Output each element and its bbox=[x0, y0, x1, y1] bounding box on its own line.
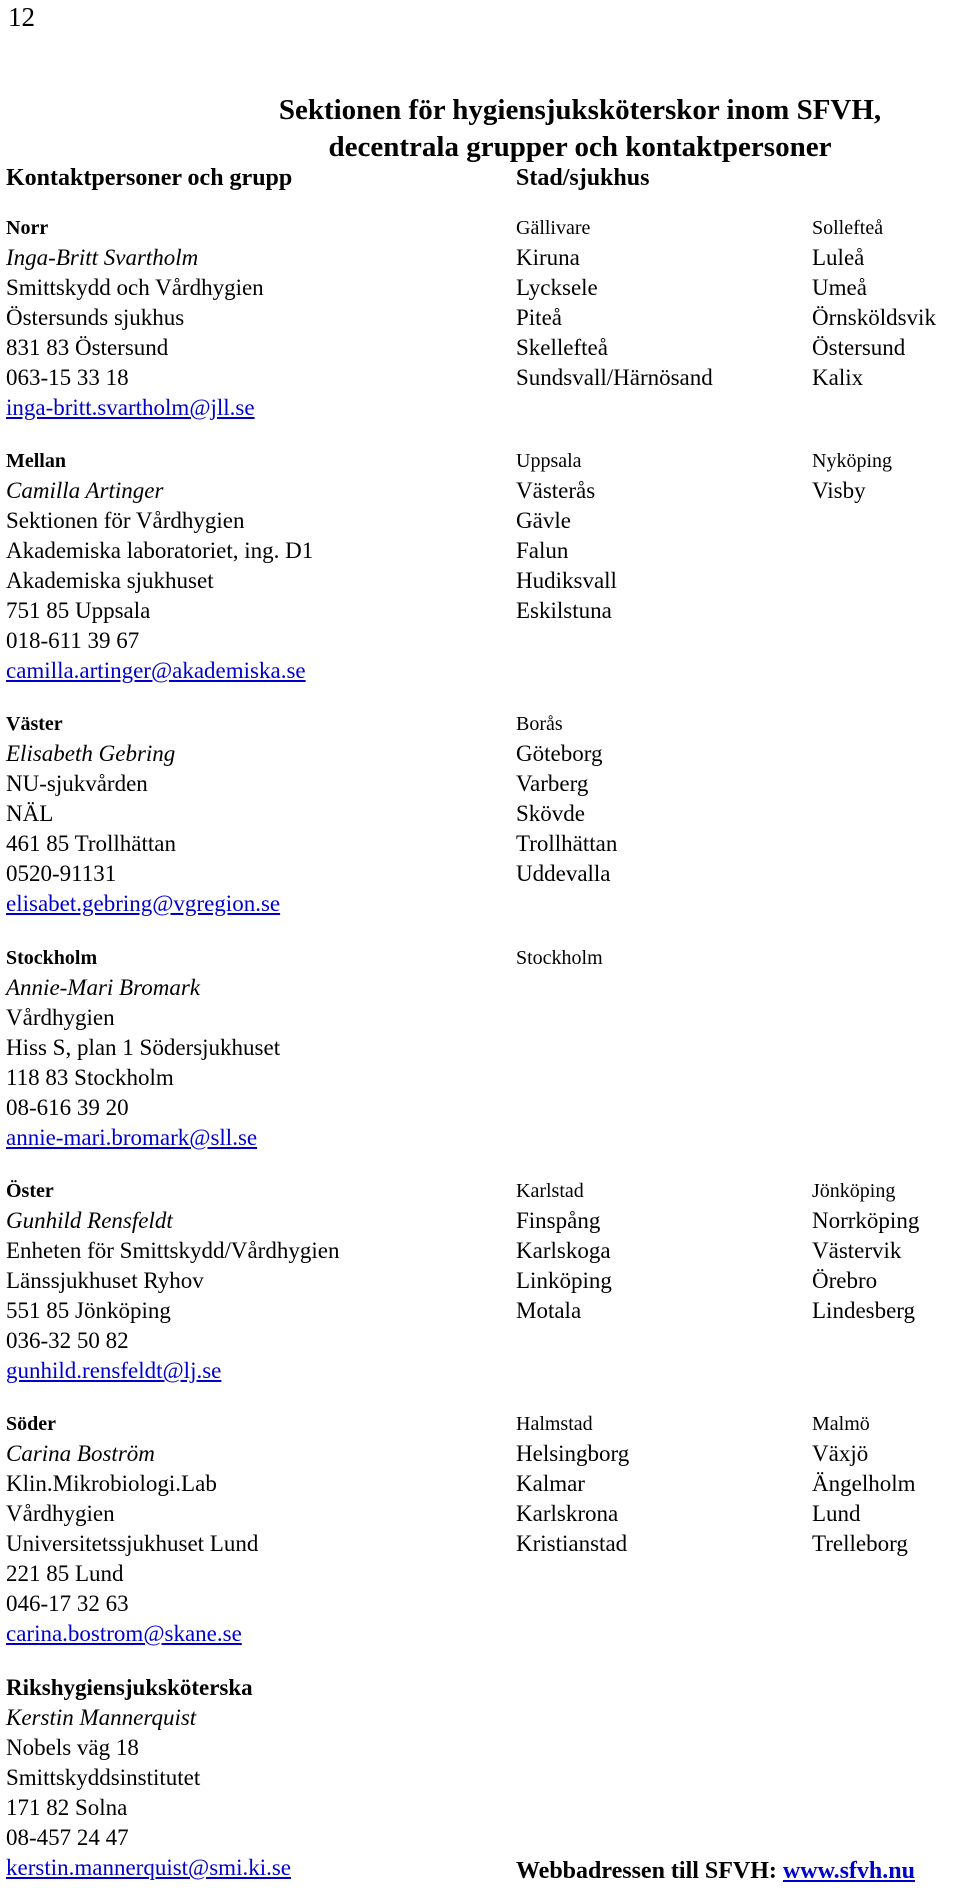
city-item: Örnsköldsvik bbox=[812, 305, 936, 330]
address-line: Sektionen för Vårdhygien bbox=[6, 508, 245, 533]
city-item: Trollhättan bbox=[516, 831, 618, 856]
phone-number: 063-15 33 18 bbox=[6, 365, 129, 390]
contact-name: Carina Boström bbox=[6, 1441, 155, 1466]
city-item: Västervik bbox=[812, 1238, 902, 1263]
city-item: Malmö bbox=[812, 1413, 870, 1435]
address-line: Vårdhygien bbox=[6, 1501, 115, 1526]
group-name: Stockholm bbox=[6, 947, 98, 969]
city-item: Falun bbox=[516, 538, 569, 563]
city-item: Skövde bbox=[516, 801, 585, 826]
city-item: Växjö bbox=[812, 1441, 869, 1466]
email-link[interactable]: kerstin.mannerquist@smi.ki.se bbox=[6, 1855, 292, 1880]
email-link[interactable]: inga-britt.svartholm@jll.se bbox=[6, 395, 255, 420]
group-name: Rikshygiensjuksköterska bbox=[6, 1675, 253, 1700]
address-line: Länssjukhuset Ryhov bbox=[6, 1268, 204, 1293]
email-link[interactable]: elisabet.gebring@vgregion.se bbox=[6, 891, 281, 916]
email-link[interactable]: camilla.artinger@akademiska.se bbox=[6, 658, 306, 683]
city-item: Lund bbox=[812, 1501, 861, 1526]
group-name: Norr bbox=[6, 217, 49, 239]
city-item: Skellefteå bbox=[516, 335, 608, 360]
group-name: Söder bbox=[6, 1413, 56, 1435]
city-item: Örebro bbox=[812, 1268, 878, 1293]
address-line: Östersunds sjukhus bbox=[6, 305, 185, 330]
city-item: Borås bbox=[516, 713, 563, 735]
address-line: 171 82 Solna bbox=[6, 1795, 128, 1820]
address-line: NÄL bbox=[6, 801, 54, 826]
phone-number: 08-457 24 47 bbox=[6, 1825, 129, 1850]
city-item: Motala bbox=[516, 1298, 582, 1323]
address-line: Universitetssjukhuset Lund bbox=[6, 1531, 259, 1556]
group-name: Mellan bbox=[6, 450, 66, 472]
email-link[interactable]: annie-mari.bromark@sll.se bbox=[6, 1125, 258, 1150]
city-item: Nyköping bbox=[812, 450, 892, 472]
city-item: Luleå bbox=[812, 245, 865, 270]
address-line: 751 85 Uppsala bbox=[6, 598, 151, 623]
contact-name: Gunhild Rensfeldt bbox=[6, 1208, 173, 1233]
city-item: Visby bbox=[812, 478, 866, 503]
city-item: Kalix bbox=[812, 365, 864, 390]
city-item: Helsingborg bbox=[516, 1441, 630, 1466]
city-item: Piteå bbox=[516, 305, 562, 330]
title-line-2: decentrala grupper och kontaktpersoner bbox=[328, 131, 832, 163]
city-item: Varberg bbox=[516, 771, 589, 796]
city-item: Halmstad bbox=[516, 1413, 593, 1435]
city-item: Kristianstad bbox=[516, 1531, 628, 1556]
column-header-city: Stad/sjukhus bbox=[516, 165, 650, 191]
title-line-1: Sektionen för hygiensjuksköterskor inom SFVH, bbox=[278, 94, 882, 126]
page-title bbox=[200, 92, 960, 166]
city-item: Karlstad bbox=[516, 1180, 584, 1202]
city-item: Sundsvall/Härnösand bbox=[516, 365, 713, 390]
contact-name: Elisabeth Gebring bbox=[6, 741, 176, 766]
city-item: Finspång bbox=[516, 1208, 601, 1233]
phone-number: 036-32 50 82 bbox=[6, 1328, 129, 1353]
page-number: 12 bbox=[8, 2, 35, 32]
contact-name: Camilla Artinger bbox=[6, 478, 164, 503]
group-name: Väster bbox=[6, 713, 63, 735]
address-line: Vårdhygien bbox=[6, 1005, 115, 1030]
city-item: Jönköping bbox=[812, 1180, 896, 1202]
city-item: Kalmar bbox=[516, 1471, 585, 1496]
phone-number: 018-611 39 67 bbox=[6, 628, 140, 653]
city-item: Kiruna bbox=[516, 245, 580, 270]
address-line: 461 85 Trollhättan bbox=[6, 831, 176, 856]
address-line: Akademiska laboratoriet, ing. D1 bbox=[6, 538, 314, 563]
footer bbox=[516, 1858, 915, 1885]
phone-number: 046-17 32 63 bbox=[6, 1591, 129, 1616]
city-item: Stockholm bbox=[516, 947, 603, 969]
address-line: Hiss S, plan 1 Södersjukhuset bbox=[6, 1035, 281, 1060]
phone-number: 08-616 39 20 bbox=[6, 1095, 129, 1120]
group-name: Öster bbox=[6, 1180, 54, 1202]
address-line: Smittskydd och Vårdhygien bbox=[6, 275, 264, 300]
city-item: Ängelholm bbox=[812, 1471, 916, 1496]
address-line: Nobels väg 18 bbox=[6, 1735, 139, 1760]
phone-number: 0520-91131 bbox=[6, 861, 117, 886]
city-item: Karlskoga bbox=[516, 1238, 611, 1263]
address-line: 118 83 Stockholm bbox=[6, 1065, 174, 1090]
contact-name: Kerstin Mannerquist bbox=[6, 1705, 197, 1730]
address-line: NU-sjukvården bbox=[6, 771, 148, 796]
address-line: Akademiska sjukhuset bbox=[6, 568, 214, 593]
city-item: Västerås bbox=[516, 478, 596, 503]
address-line: Klin.Mikrobiologi.Lab bbox=[6, 1471, 217, 1496]
city-item: Göteborg bbox=[516, 741, 603, 766]
city-item: Uddevalla bbox=[516, 861, 611, 886]
footer-label: Webbadressen till SFVH: bbox=[516, 1858, 777, 1884]
address-line: 221 85 Lund bbox=[6, 1561, 124, 1586]
city-item: Uppsala bbox=[516, 450, 582, 472]
address-line: Smittskyddsinstitutet bbox=[6, 1765, 201, 1790]
city-item: Eskilstuna bbox=[516, 598, 612, 623]
city-item: Sollefteå bbox=[812, 217, 884, 239]
city-item: Hudiksvall bbox=[516, 568, 617, 593]
city-item: Gävle bbox=[516, 508, 571, 533]
city-item: Norrköping bbox=[812, 1208, 920, 1233]
city-item: Östersund bbox=[812, 335, 906, 360]
address-line: 831 83 Östersund bbox=[6, 335, 169, 360]
city-item: Linköping bbox=[516, 1268, 612, 1293]
city-item: Trelleborg bbox=[812, 1531, 908, 1556]
city-item: Lycksele bbox=[516, 275, 598, 300]
contact-name: Inga-Britt Svartholm bbox=[6, 245, 199, 270]
city-item: Karlskrona bbox=[516, 1501, 619, 1526]
contact-name: Annie-Mari Bromark bbox=[6, 975, 200, 1000]
email-link[interactable]: carina.bostrom@skane.se bbox=[6, 1621, 242, 1646]
column-header-contact: Kontaktpersoner och grupp bbox=[6, 165, 293, 191]
city-item: Gällivare bbox=[516, 217, 591, 239]
website-link[interactable]: www.sfvh.nu bbox=[782, 1858, 915, 1884]
email-link[interactable]: gunhild.rensfeldt@lj.se bbox=[6, 1358, 222, 1383]
city-item: Lindesberg bbox=[812, 1298, 916, 1323]
address-line: Enheten för Smittskydd/Vårdhygien bbox=[6, 1238, 340, 1263]
city-item: Umeå bbox=[812, 275, 867, 300]
address-line: 551 85 Jönköping bbox=[6, 1298, 171, 1323]
